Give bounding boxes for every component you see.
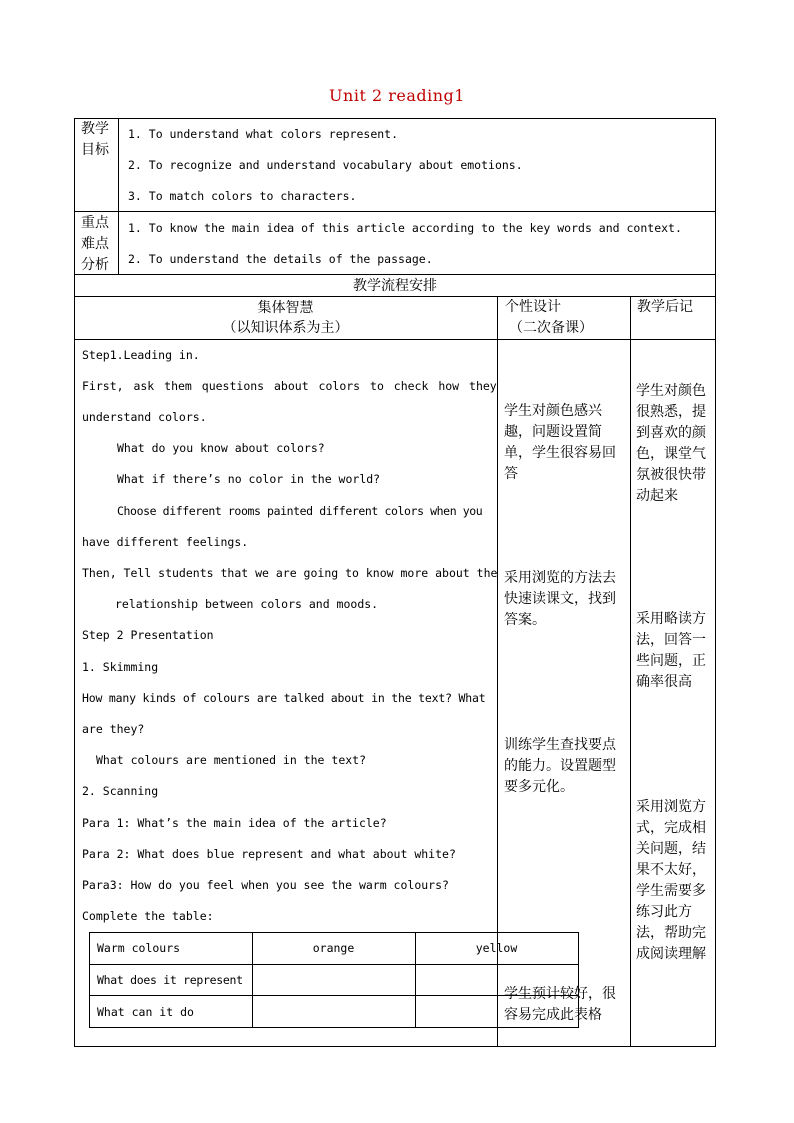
- process-line: What if there’s no color in the world?: [117, 472, 381, 486]
- process-line: understand colors.: [82, 410, 207, 424]
- process-line: 2. Scanning: [82, 784, 159, 798]
- collective-header: 集体智慧: [257, 300, 314, 316]
- process-line: 1. Skimming: [82, 660, 159, 674]
- objectives-label-2: 目标: [81, 142, 109, 158]
- objective-item-1: 1. To understand what colors represent.: [128, 127, 399, 141]
- personal-note: 训练学生查找要点的能力。设置题型要多元化。: [504, 737, 616, 795]
- table-row-label: What does it represent: [97, 973, 243, 987]
- process-line: What do you know about colors?: [117, 441, 325, 455]
- reflection-note: 采用略读方法，回答一些问题，正确率很高: [636, 611, 706, 690]
- process-line: Step1.Leading in.: [82, 348, 200, 362]
- table-row-label: What can it do: [97, 1005, 194, 1019]
- reflection-note: 学生对颜色很熟悉，提到喜欢的颜色，课堂气氛被很快带动起来: [636, 383, 706, 504]
- reflection-note: 采用浏览方式，完成相关问题，结果不太好，学生需要多练习此方法，帮助完成阅读理解: [636, 799, 706, 962]
- page-title: Unit 2 reading1: [329, 86, 465, 105]
- objectives-label: [81, 119, 109, 161]
- process-line: Para 2: What does blue represent and what about white?: [82, 847, 456, 861]
- process-line: relationship between colors and moods.: [115, 597, 379, 611]
- collective-subheader: （以知识体系为主）: [222, 320, 349, 336]
- personal-subheader: （二次备课）: [509, 320, 593, 336]
- process-line: Step 2 Presentation: [82, 628, 214, 642]
- process-line: Para 1: What’s the main idea of the article?: [82, 816, 387, 830]
- table-header-cell: yellow: [475, 941, 518, 955]
- process-line: Then, Tell students that we are going to know more about the: [82, 566, 498, 580]
- process-line: Complete the table:: [82, 909, 214, 923]
- key-point-item-2: 2. To understand the details of the passage.: [128, 252, 433, 266]
- process-line: Para3: How do you feel when you see the warm colours?: [82, 878, 449, 892]
- flow-header: 教学流程安排: [353, 278, 437, 294]
- process-line: have different feelings.: [82, 535, 249, 549]
- objectives-label-1: 教学: [81, 121, 109, 137]
- personal-header: 个性设计: [505, 299, 561, 315]
- personal-note: 学生预计较好，很容易完成此表格: [504, 986, 616, 1023]
- process-line: are they?: [82, 722, 145, 736]
- key-point-item-1: 1. To know the main idea of this article according to the key words and context.: [128, 221, 682, 235]
- key-points-label: 重点 难点 分析: [81, 215, 109, 273]
- personal-note: 采用浏览的方法去快速读课文，找到答案。: [504, 570, 616, 628]
- process-line: First, ask them questions about colors to check how they: [82, 379, 497, 393]
- personal-note: 学生对颜色感兴趣，问题设置简单，学生很容易回答: [504, 403, 616, 482]
- process-line: What colours are mentioned in the text?: [96, 753, 367, 767]
- table-header-cell: orange: [312, 941, 355, 955]
- objective-item-2: 2. To recognize and understand vocabulary about emotions.: [128, 158, 523, 172]
- process-line: Choose different rooms painted different colors when you: [117, 504, 483, 518]
- objective-item-3: 3. To match colors to characters.: [128, 189, 357, 203]
- table-header-cell: Warm colours: [97, 941, 181, 955]
- process-line: How many kinds of colours are talked about in the text? What: [82, 691, 486, 705]
- reflection-header: 教学后记: [637, 299, 693, 315]
